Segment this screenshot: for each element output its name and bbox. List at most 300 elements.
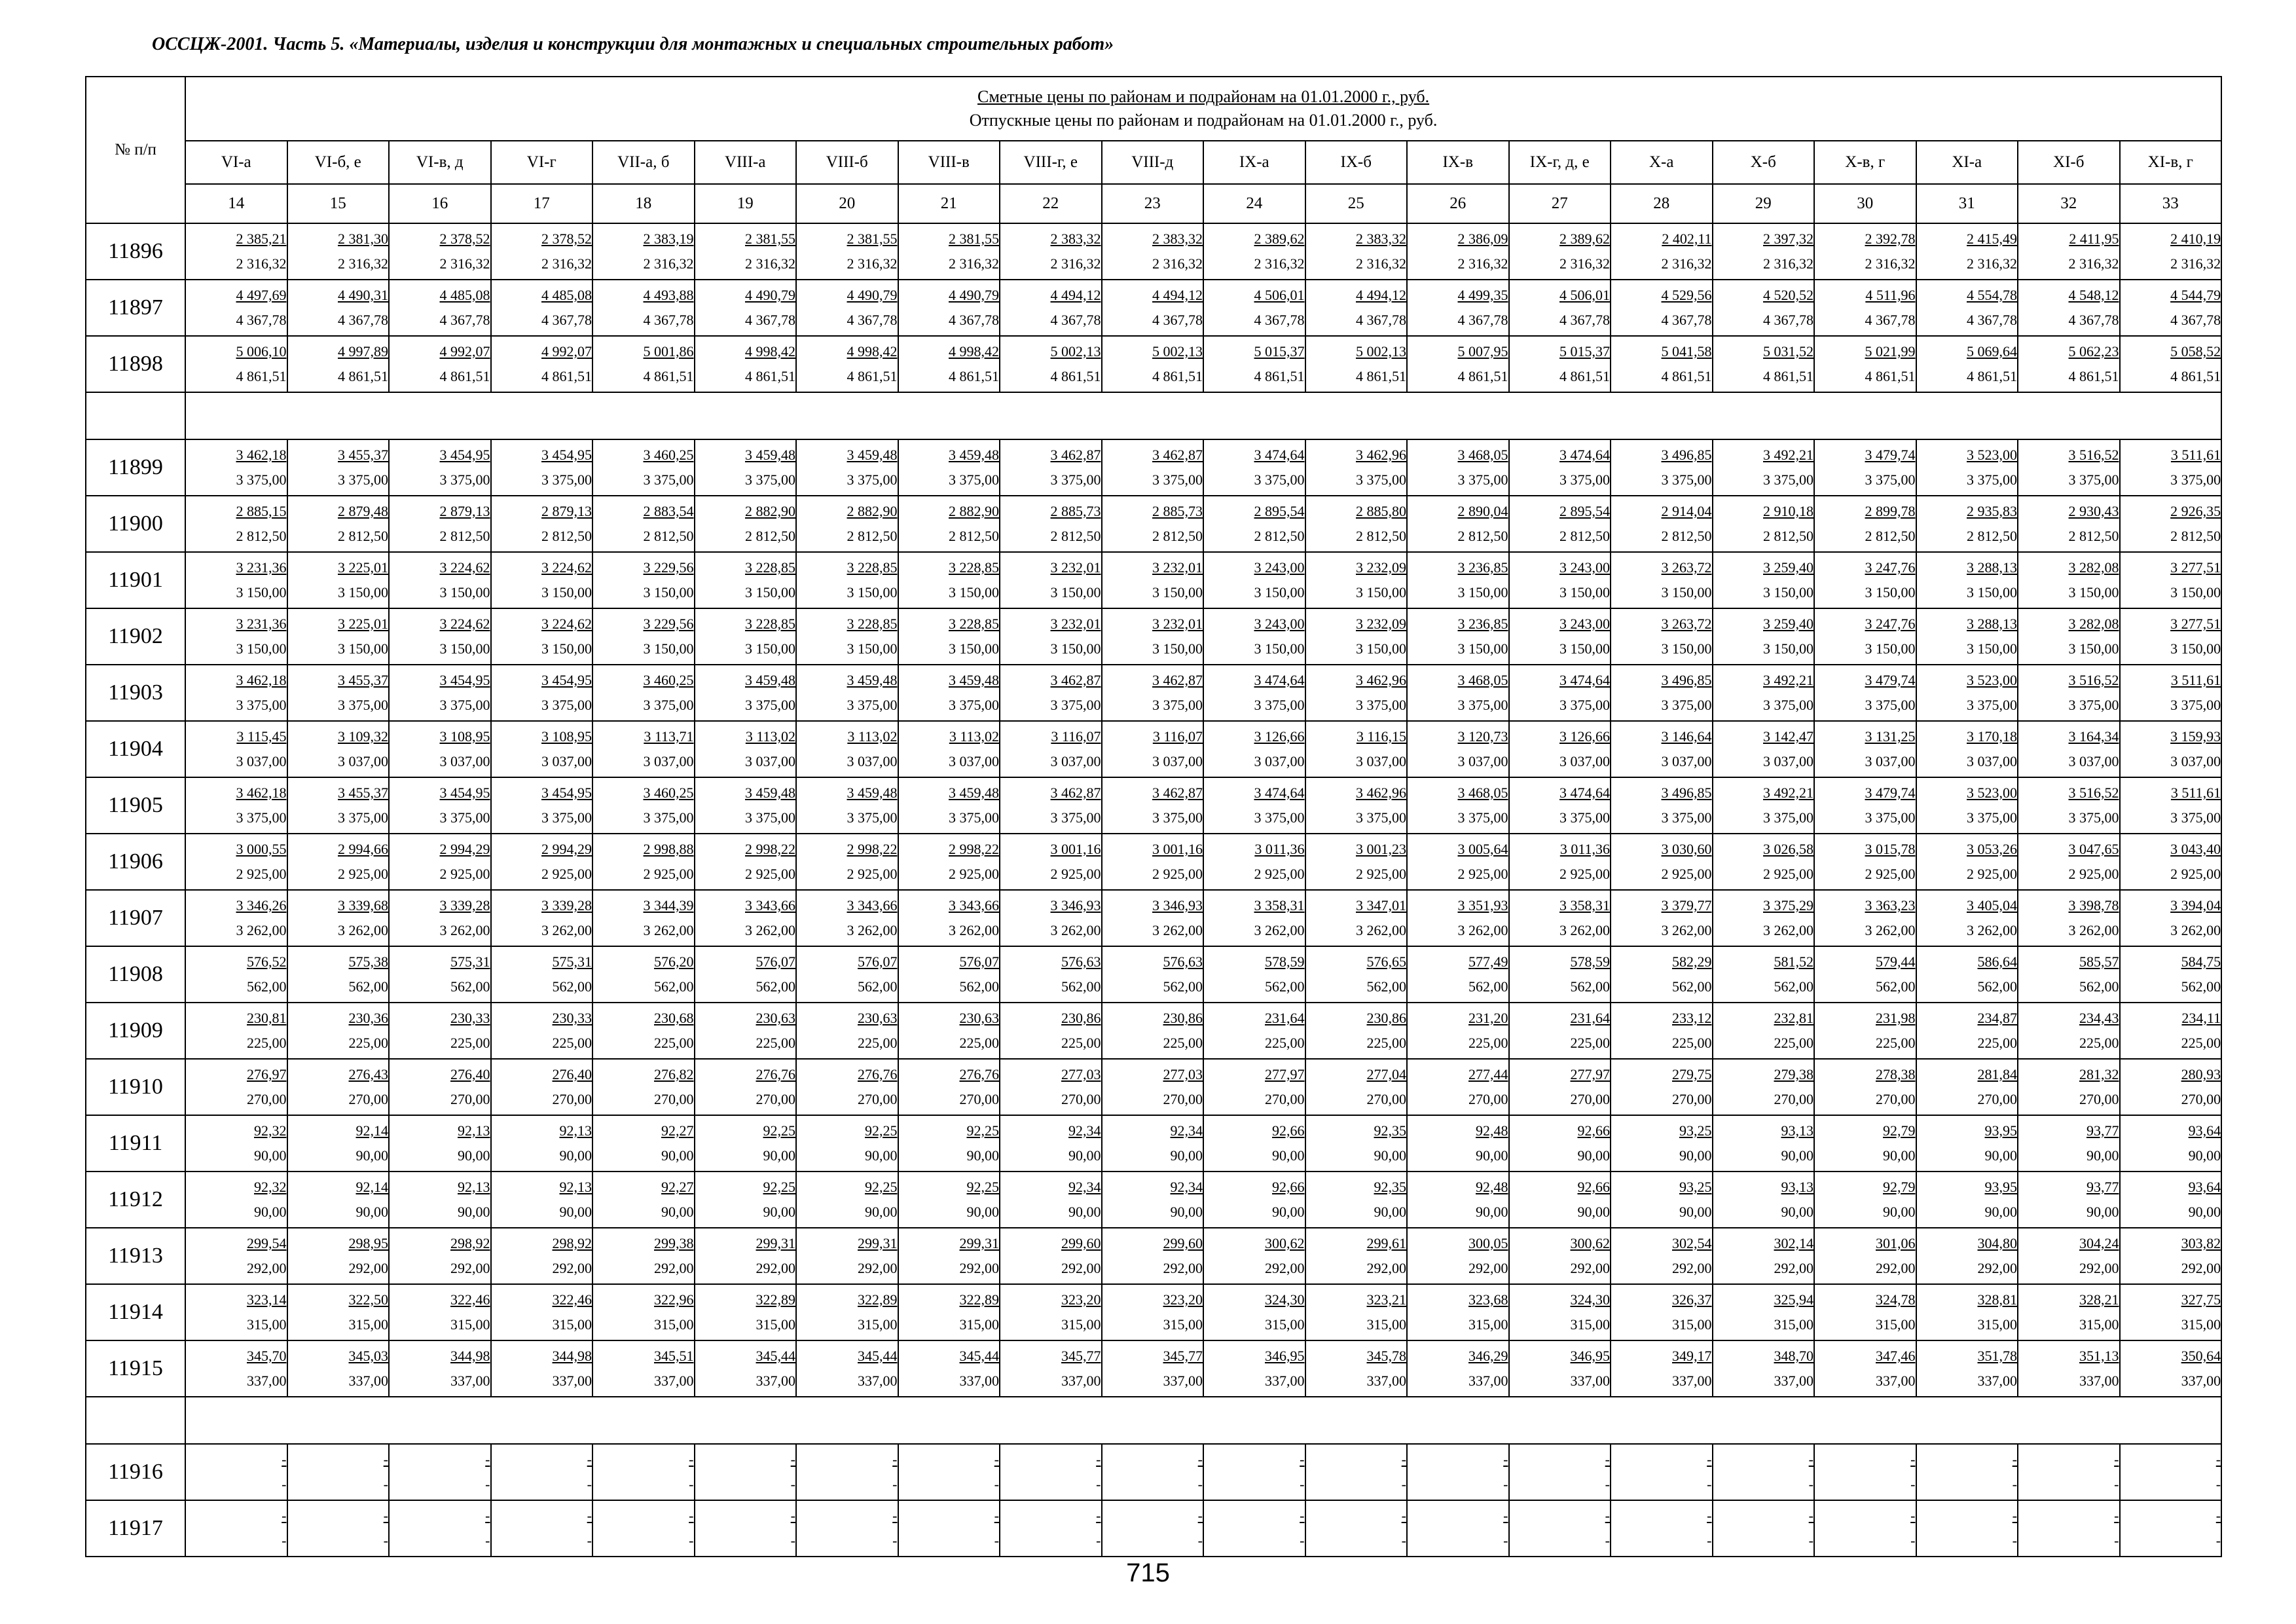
release-price: 4 367,78: [1152, 312, 1203, 328]
estimated-price: 92,35: [1374, 1122, 1406, 1139]
release-price: 3 150,00: [745, 584, 795, 600]
release-price: 2 925,00: [2170, 866, 2221, 882]
estimated-price: 2 381,30: [338, 231, 388, 247]
estimated-price: 322,89: [858, 1291, 898, 1308]
release-price: 3 375,00: [745, 809, 795, 826]
price-cell: [1102, 608, 1204, 665]
release-price: 3 375,00: [1865, 471, 1916, 488]
release-price: 4 861,51: [1457, 368, 1508, 384]
row-id: 11903: [86, 665, 185, 721]
estimated-price: 347,46: [1876, 1348, 1916, 1364]
release-price: 3 150,00: [643, 640, 694, 657]
price-cell: [592, 834, 695, 890]
release-price: 3 150,00: [2068, 584, 2119, 600]
estimated-price: 577,49: [1468, 953, 1508, 970]
estimated-price: 4 554,78: [1967, 287, 2017, 303]
estimated-price: 576,63: [1163, 953, 1203, 970]
price-cell: [389, 834, 491, 890]
estimated-price: 2 383,32: [1356, 231, 1406, 247]
price-cell: [1305, 1500, 1408, 1557]
estimated-price: 93,13: [1781, 1179, 1813, 1195]
region-header: XI-в, г: [2120, 141, 2222, 184]
estimated-price: 3 454,95: [439, 447, 490, 463]
estimated-price: 3 113,02: [847, 728, 898, 745]
region-header: VI-а: [185, 141, 287, 184]
estimated-price: 3 231,36: [236, 616, 287, 632]
estimated-price: -: [587, 1451, 592, 1467]
release-price: 270,00: [2181, 1091, 2221, 1107]
estimated-price: 586,64: [1977, 953, 2017, 970]
price-cell: [185, 665, 287, 721]
estimated-price: -: [2114, 1451, 2119, 1467]
estimated-price: 4 992,07: [541, 343, 592, 360]
price-cell: [1509, 496, 1611, 552]
release-price: 2 925,00: [847, 866, 898, 882]
release-price: 292,00: [450, 1260, 490, 1276]
estimated-price: 299,38: [654, 1235, 694, 1251]
release-price: 225,00: [1061, 1035, 1101, 1051]
estimated-price: 230,63: [959, 1010, 999, 1026]
estimated-price: 92,34: [1068, 1179, 1101, 1195]
estimated-price: 3 358,31: [1559, 897, 1610, 913]
estimated-price: 3 243,00: [1254, 616, 1305, 632]
estimated-price: 3 363,23: [1865, 897, 1916, 913]
price-cell: [898, 1444, 1000, 1500]
release-price: 3 037,00: [1865, 753, 1916, 769]
release-price: 292,00: [1468, 1260, 1508, 1276]
estimated-price: 3 011,36: [1254, 841, 1305, 857]
estimated-price: 578,59: [1265, 953, 1305, 970]
release-price: 2 925,00: [1661, 866, 1712, 882]
estimated-price: 2 895,54: [1254, 503, 1305, 519]
estimated-price: -: [1910, 1451, 1916, 1467]
estimated-price: 303,82: [2181, 1235, 2221, 1251]
release-price: 3 037,00: [643, 753, 694, 769]
release-price: 3 375,00: [1152, 697, 1203, 713]
price-cell: [389, 1444, 491, 1500]
estimated-price: 4 998,42: [949, 343, 999, 360]
price-cell: [1102, 1003, 1204, 1059]
release-price: 3 375,00: [643, 809, 694, 826]
price-cell: [1611, 1059, 1713, 1115]
column-number: 30: [1814, 184, 1916, 223]
estimated-price: 578,59: [1570, 953, 1610, 970]
estimated-price: 92,14: [355, 1122, 388, 1139]
estimated-price: 301,06: [1876, 1235, 1916, 1251]
release-price: 562,00: [1163, 978, 1203, 995]
release-price: 337,00: [1672, 1373, 1712, 1389]
release-price: 4 367,78: [847, 312, 898, 328]
price-cell: [1509, 777, 1611, 834]
release-price: 4 367,78: [1356, 312, 1406, 328]
estimated-price: 92,25: [763, 1122, 795, 1139]
release-price: 3 375,00: [1152, 809, 1203, 826]
release-price: 3 262,00: [949, 922, 999, 938]
estimated-price: 93,13: [1781, 1122, 1813, 1139]
price-cell: [1305, 1003, 1408, 1059]
release-price: 315,00: [552, 1316, 592, 1333]
region-header: VIII-а: [695, 141, 797, 184]
release-price: 270,00: [450, 1091, 490, 1107]
release-price: 3 262,00: [338, 922, 388, 938]
release-price: -: [587, 1476, 592, 1492]
estimated-price: 3 496,85: [1661, 447, 1712, 463]
release-price: 4 861,51: [2068, 368, 2119, 384]
release-price: 315,00: [1977, 1316, 2017, 1333]
price-cell: [1611, 223, 1713, 280]
release-price: -: [1707, 1476, 1712, 1492]
price-cell: [2018, 721, 2120, 777]
price-cell: [2018, 1228, 2120, 1284]
estimated-price: 3 462,87: [1152, 784, 1203, 801]
release-price: -: [994, 1476, 999, 1492]
estimated-price: 5 021,99: [1865, 343, 1916, 360]
price-cell: [592, 336, 695, 392]
price-cell: [287, 223, 390, 280]
price-cell: [1305, 496, 1408, 552]
release-price: 4 861,51: [643, 368, 694, 384]
region-header: VI-б, е: [287, 141, 390, 184]
release-price: 292,00: [1366, 1260, 1406, 1276]
price-cell: [185, 336, 287, 392]
release-price: 562,00: [959, 978, 999, 995]
table-row: [86, 608, 2221, 665]
price-cell: [1305, 1228, 1408, 1284]
table-row: [86, 336, 2221, 392]
estimated-price: 277,03: [1163, 1066, 1203, 1082]
price-cell: [1102, 834, 1204, 890]
release-price: 3 375,00: [1763, 697, 1813, 713]
estimated-price: 2 998,22: [847, 841, 898, 857]
estimated-price: 299,54: [247, 1235, 287, 1251]
release-price: 90,00: [1781, 1204, 1813, 1220]
estimated-price: 3 030,60: [1661, 841, 1712, 857]
release-price: 90,00: [254, 1147, 287, 1164]
price-cell: [185, 1003, 287, 1059]
estimated-price: 3 259,40: [1763, 616, 1813, 632]
price-cell: [1407, 223, 1509, 280]
price-cell: [898, 890, 1000, 946]
release-price: 337,00: [552, 1373, 592, 1389]
release-price: 4 861,51: [847, 368, 898, 384]
release-price: 90,00: [763, 1204, 795, 1220]
release-price: 562,00: [654, 978, 694, 995]
price-cell: [1203, 223, 1305, 280]
price-cell: [695, 1172, 797, 1228]
region-header: IX-в: [1407, 141, 1509, 184]
release-price: 90,00: [661, 1204, 694, 1220]
release-price: 2 316,32: [2170, 255, 2221, 272]
price-cell: [491, 1444, 593, 1500]
estimated-price: 3 228,85: [745, 616, 795, 632]
price-cell: [389, 721, 491, 777]
estimated-price: 92,79: [1883, 1122, 1916, 1139]
row-id: 11897: [86, 280, 185, 336]
price-cell: [695, 946, 797, 1003]
release-price: 2 316,32: [1559, 255, 1610, 272]
price-cell: [592, 608, 695, 665]
release-price: 3 150,00: [847, 640, 898, 657]
estimated-price: 3 479,74: [1865, 672, 1916, 688]
price-cell: [287, 496, 390, 552]
price-cell: [1102, 1059, 1204, 1115]
release-price: 225,00: [1468, 1035, 1508, 1051]
price-cell: [1000, 777, 1102, 834]
price-cell: [1305, 721, 1408, 777]
estimated-price: 3 126,66: [1559, 728, 1610, 745]
estimated-price: 3 011,36: [1559, 841, 1610, 857]
release-price: 90,00: [1476, 1204, 1508, 1220]
estimated-price: 576,20: [654, 953, 694, 970]
price-cell: [1407, 777, 1509, 834]
estimated-price: 92,27: [661, 1122, 694, 1139]
estimated-price: 3 225,01: [338, 559, 388, 576]
column-number: 27: [1509, 184, 1611, 223]
price-cell: [491, 439, 593, 496]
release-price: 3 037,00: [1050, 753, 1101, 769]
column-number: 16: [389, 184, 491, 223]
price-cell: [2018, 1172, 2120, 1228]
release-price: 3 262,00: [1763, 922, 1813, 938]
estimated-price: 3 146,64: [1661, 728, 1712, 745]
price-cell: [898, 946, 1000, 1003]
release-price: 3 037,00: [745, 753, 795, 769]
estimated-price: 4 494,12: [1152, 287, 1203, 303]
release-price: 4 861,51: [1559, 368, 1610, 384]
release-price: 2 812,50: [1967, 528, 2017, 544]
release-price: 3 375,00: [1050, 697, 1101, 713]
release-price: -: [1910, 1532, 1916, 1549]
estimated-price: 3 232,01: [1050, 559, 1101, 576]
price-cell: [185, 1340, 287, 1397]
price-cell: [2120, 1444, 2222, 1500]
estimated-price: 92,32: [254, 1122, 287, 1139]
price-cell: [1713, 1284, 1815, 1340]
release-price: 225,00: [858, 1035, 898, 1051]
region-header: VIII-в: [898, 141, 1000, 184]
estimated-price: 93,25: [1679, 1122, 1712, 1139]
release-price: 562,00: [552, 978, 592, 995]
estimated-price: 3 231,36: [236, 559, 287, 576]
release-price: 562,00: [2079, 978, 2119, 995]
release-price: 2 316,32: [1254, 255, 1305, 272]
price-cell: [1305, 439, 1408, 496]
estimated-price: 231,64: [1265, 1010, 1305, 1026]
table-row: [86, 1500, 2221, 1557]
estimated-price: 344,98: [552, 1348, 592, 1364]
estimated-price: 93,64: [2188, 1122, 2221, 1139]
release-price: -: [1401, 1532, 1406, 1549]
estimated-price: 3 228,85: [949, 559, 999, 576]
price-cell: [1000, 223, 1102, 280]
estimated-price: 92,48: [1476, 1179, 1508, 1195]
release-price: 225,00: [2079, 1035, 2119, 1051]
estimated-price: 2 895,54: [1559, 503, 1610, 519]
price-cell: [2018, 280, 2120, 336]
estimated-price: 299,31: [959, 1235, 999, 1251]
price-cell: [796, 1228, 898, 1284]
release-price: 2 925,00: [1763, 866, 1813, 882]
price-cell: [1407, 1059, 1509, 1115]
price-cell: [185, 223, 287, 280]
price-cell: [185, 1059, 287, 1115]
price-cell: [592, 1284, 695, 1340]
estimated-price: 3 523,00: [1967, 672, 2017, 688]
price-cell: [185, 1115, 287, 1172]
estimated-price: -: [689, 1507, 694, 1524]
release-price: 4 861,51: [541, 368, 592, 384]
release-price: 3 150,00: [2170, 640, 2221, 657]
release-price: 3 375,00: [2170, 471, 2221, 488]
release-price: 562,00: [1061, 978, 1101, 995]
price-cell: [1203, 1340, 1305, 1397]
price-cell: [1713, 1059, 1815, 1115]
estimated-price: 3 516,52: [2068, 784, 2119, 801]
release-price: 3 375,00: [847, 471, 898, 488]
release-price: 90,00: [1068, 1147, 1101, 1164]
estimated-price: 2 882,90: [847, 503, 898, 519]
release-price: 292,00: [1876, 1260, 1916, 1276]
price-cell: [1203, 1172, 1305, 1228]
estimated-price: 276,76: [959, 1066, 999, 1082]
release-price: 225,00: [1774, 1035, 1813, 1051]
estimated-price: 92,25: [966, 1122, 999, 1139]
release-price: -: [994, 1532, 999, 1549]
release-price: 4 367,78: [1254, 312, 1305, 328]
price-cell: [1000, 439, 1102, 496]
estimated-price: -: [2215, 1451, 2221, 1467]
price-cell: [1916, 1444, 2018, 1500]
price-cell: [898, 721, 1000, 777]
row-id: 11907: [86, 890, 185, 946]
release-price: -: [1096, 1532, 1101, 1549]
price-cell: [1407, 1340, 1509, 1397]
estimated-price: 3 131,25: [1865, 728, 1916, 745]
table-row: [86, 1228, 2221, 1284]
estimated-price: 2 392,78: [1865, 231, 1916, 247]
release-price: 292,00: [247, 1260, 287, 1276]
estimated-price: 3 462,18: [236, 784, 287, 801]
release-price: 337,00: [450, 1373, 490, 1389]
release-price: 2 812,50: [1457, 528, 1508, 544]
estimated-price: 3 243,00: [1559, 616, 1610, 632]
estimated-price: 2 885,73: [1152, 503, 1203, 519]
release-price: 225,00: [1570, 1035, 1610, 1051]
release-price: 225,00: [1672, 1035, 1712, 1051]
estimated-price: 231,20: [1468, 1010, 1508, 1026]
estimated-price: 324,30: [1570, 1291, 1610, 1308]
release-price: 90,00: [2086, 1204, 2119, 1220]
price-cell: [1000, 1115, 1102, 1172]
table-row: [86, 834, 2221, 890]
release-price: -: [1808, 1532, 1813, 1549]
price-cell: [898, 223, 1000, 280]
price-cell: [1713, 1115, 1815, 1172]
price-cell: [1203, 665, 1305, 721]
price-cell: [1713, 336, 1815, 392]
release-price: 270,00: [1672, 1091, 1712, 1107]
price-cell: [1916, 777, 2018, 834]
price-cell: [898, 1500, 1000, 1557]
price-cell: [898, 834, 1000, 890]
estimated-price: 5 002,13: [1152, 343, 1203, 360]
price-cell: [695, 552, 797, 608]
price-cell: [898, 608, 1000, 665]
release-price: 3 262,00: [847, 922, 898, 938]
estimated-price: 3 232,01: [1050, 616, 1101, 632]
estimated-price: -: [1197, 1451, 1203, 1467]
release-price: 4 367,78: [1559, 312, 1610, 328]
estimated-price: 230,86: [1061, 1010, 1101, 1026]
estimated-price: 2 378,52: [541, 231, 592, 247]
release-price: 3 150,00: [1457, 640, 1508, 657]
price-cell: [1305, 1059, 1408, 1115]
price-cell: [898, 665, 1000, 721]
price-cell: [491, 890, 593, 946]
estimated-price: 3 511,61: [2170, 784, 2221, 801]
release-price: 2 316,32: [541, 255, 592, 272]
estimated-price: 3 492,21: [1763, 784, 1813, 801]
estimated-price: 299,61: [1366, 1235, 1406, 1251]
release-price: -: [1808, 1476, 1813, 1492]
price-cell: [695, 1115, 797, 1172]
release-price: 315,00: [2181, 1316, 2221, 1333]
estimated-price: 3 339,68: [338, 897, 388, 913]
estimated-price: 3 454,95: [541, 447, 592, 463]
release-price: 225,00: [1876, 1035, 1916, 1051]
release-price: 337,00: [959, 1373, 999, 1389]
release-price: 315,00: [959, 1316, 999, 1333]
release-price: 3 150,00: [439, 640, 490, 657]
estimated-price: 3 115,45: [236, 728, 287, 745]
release-price: 292,00: [959, 1260, 999, 1276]
estimated-price: 2 879,13: [541, 503, 592, 519]
estimated-price: 92,14: [355, 1179, 388, 1195]
estimated-price: -: [1300, 1451, 1305, 1467]
release-price: 2 316,32: [1763, 255, 1813, 272]
price-cell: [185, 1444, 287, 1500]
column-number: 31: [1916, 184, 2018, 223]
estimated-price: 3 462,18: [236, 672, 287, 688]
estimated-price: 3 224,62: [541, 616, 592, 632]
price-cell: [1713, 1340, 1815, 1397]
release-price: 2 316,32: [1356, 255, 1406, 272]
price-cell: [491, 1172, 593, 1228]
region-header: VII-а, б: [592, 141, 695, 184]
price-cell: [1509, 665, 1611, 721]
estimated-price: 3 224,62: [541, 559, 592, 576]
release-price: 3 375,00: [1763, 809, 1813, 826]
estimated-price: 230,86: [1366, 1010, 1406, 1026]
price-cell: [898, 1003, 1000, 1059]
price-cell: [796, 1340, 898, 1397]
price-cell: [2120, 439, 2222, 496]
release-price: 3 037,00: [1457, 753, 1508, 769]
release-price: -: [282, 1476, 287, 1492]
price-cell: [1407, 608, 1509, 665]
estimated-price: 3 001,23: [1356, 841, 1406, 857]
price-cell: [1102, 1172, 1204, 1228]
price-cell: [1814, 1340, 1916, 1397]
price-cell: [1916, 1172, 2018, 1228]
estimated-price: 279,38: [1774, 1066, 1813, 1082]
release-price: 4 861,51: [338, 368, 388, 384]
estimated-price: 3 339,28: [541, 897, 592, 913]
estimated-price: 230,86: [1163, 1010, 1203, 1026]
price-cell: [2120, 1228, 2222, 1284]
estimated-price: 2 385,21: [236, 231, 287, 247]
price-cell: [2120, 608, 2222, 665]
